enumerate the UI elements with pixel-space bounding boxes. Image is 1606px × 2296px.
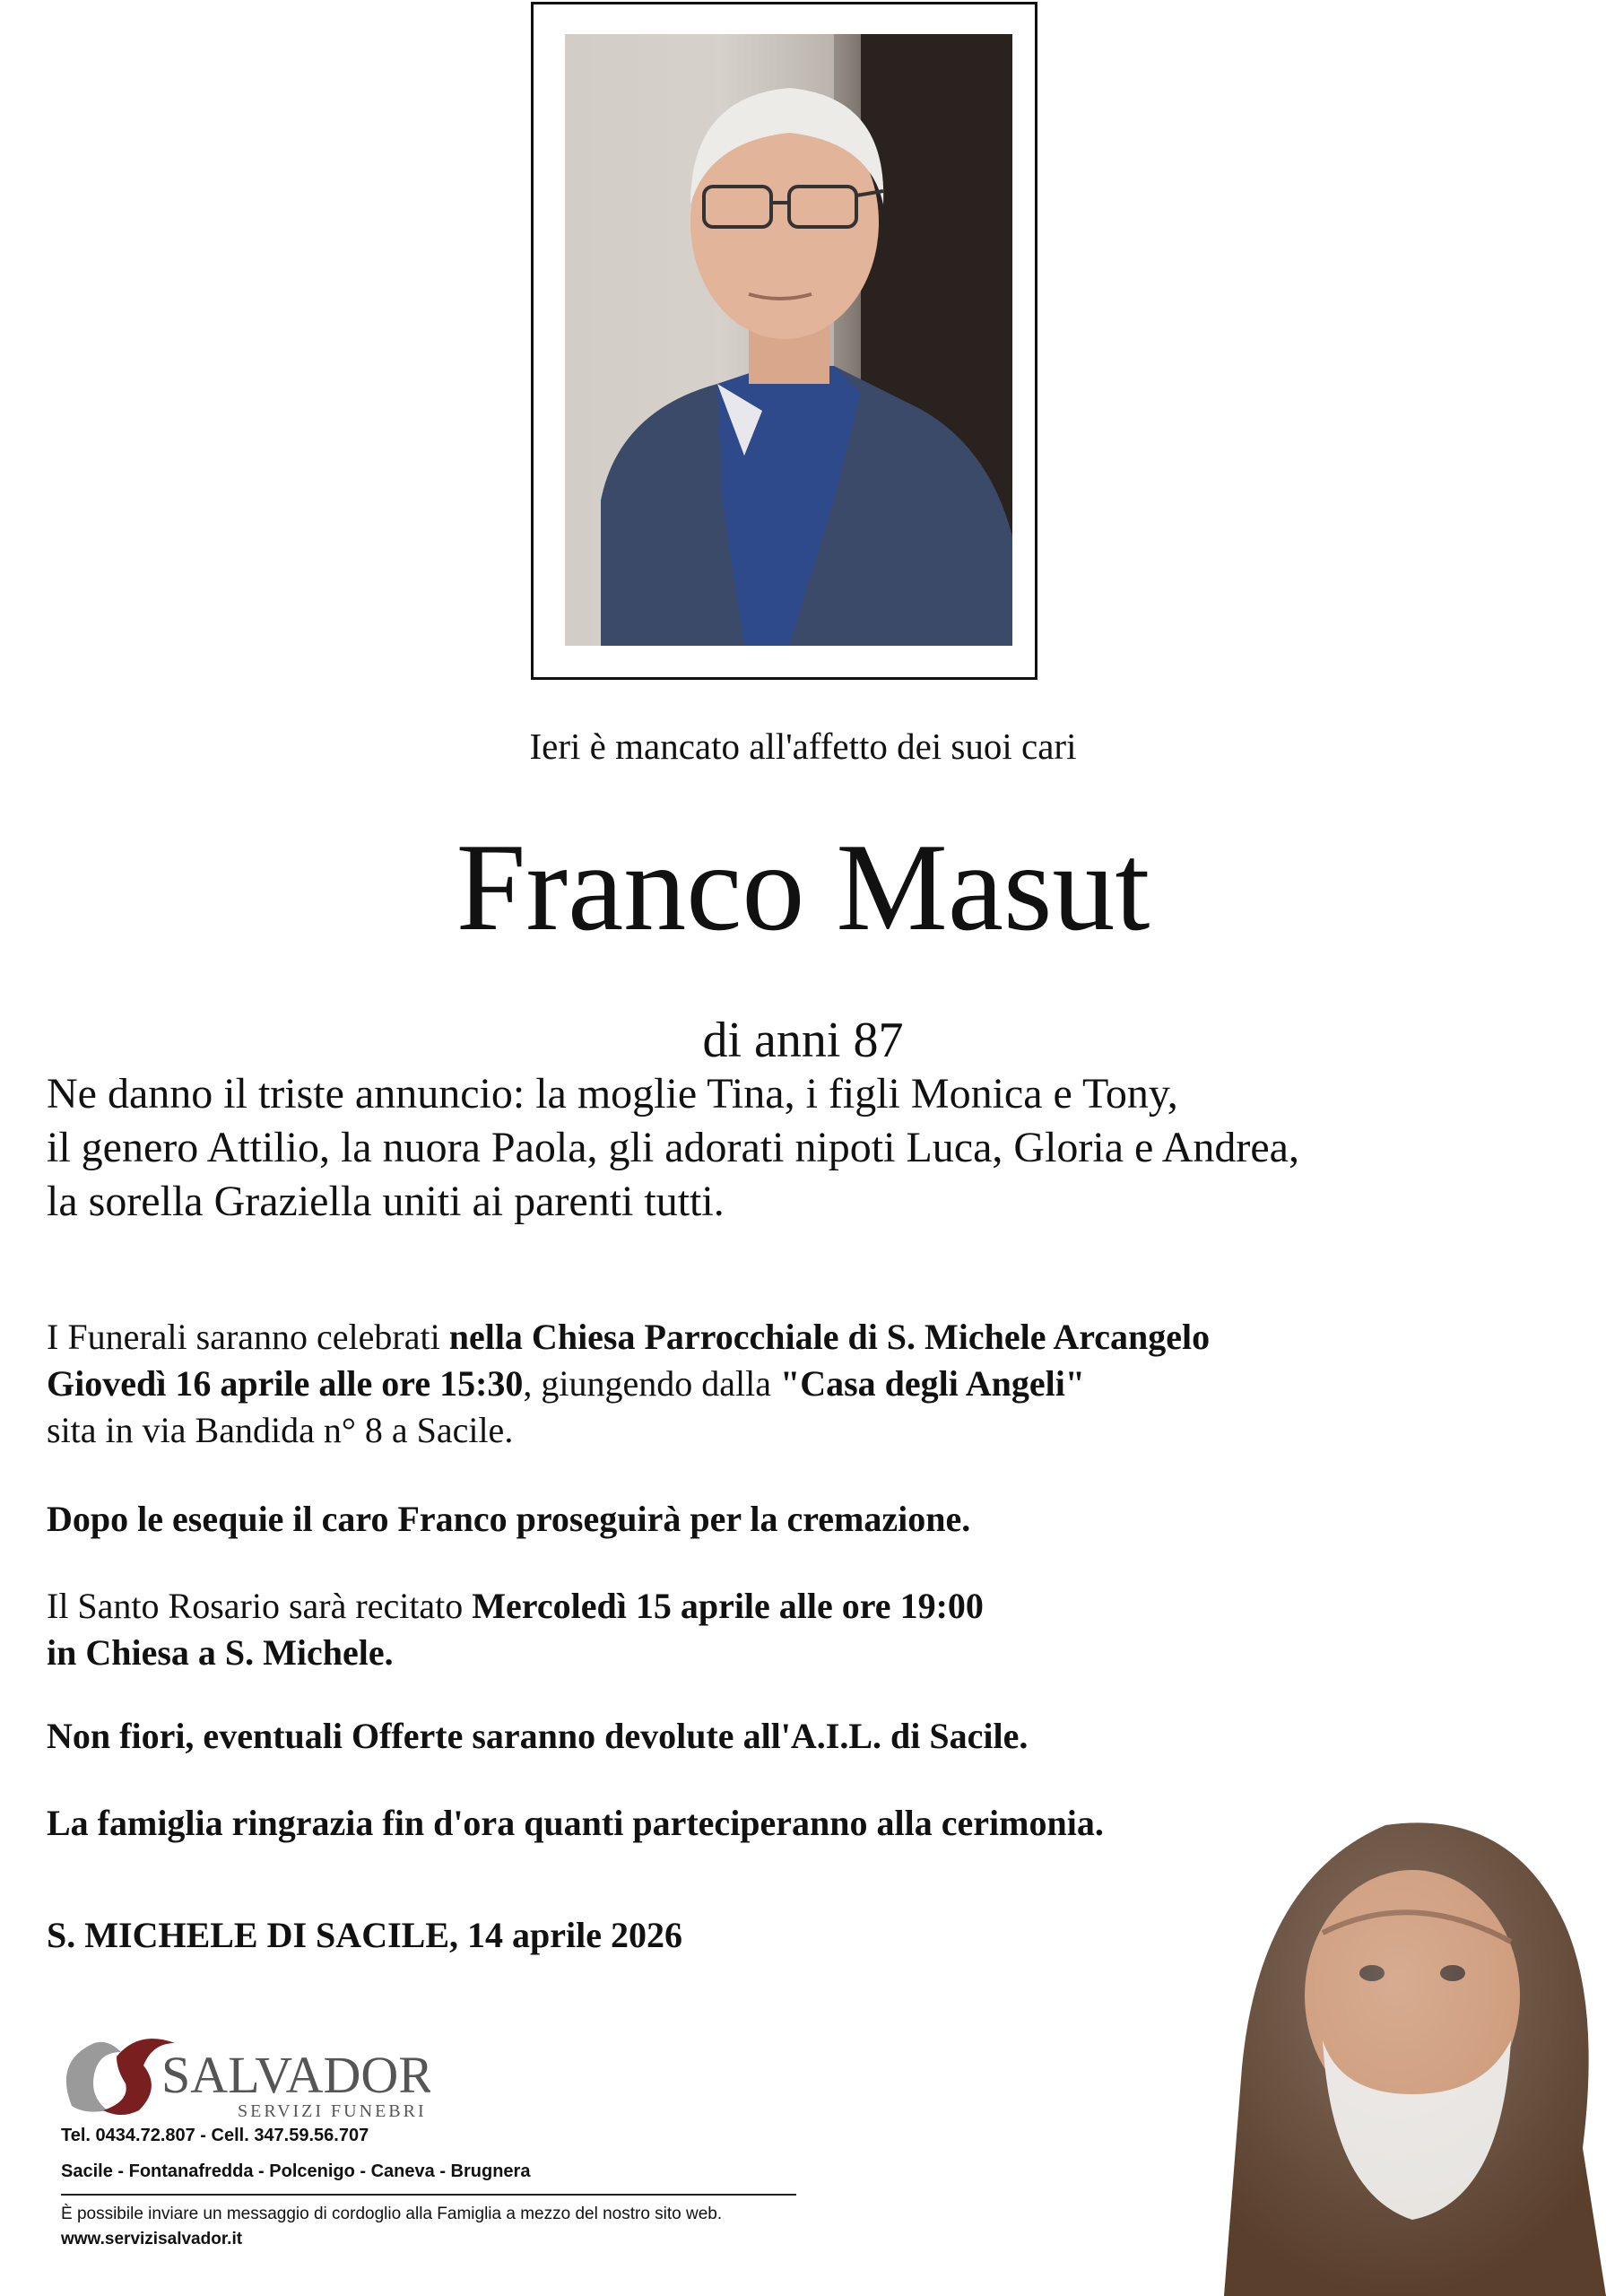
funeral-church: nella Chiesa Parrocchiale di S. Michele Arcangelo: [448, 1317, 1211, 1357]
funeral-origin: "Casa degli Angeli": [780, 1363, 1086, 1404]
salvador-logo: [54, 2025, 430, 2124]
rosary-paragraph: [47, 1583, 984, 1676]
announcement-paragraph: [47, 1067, 1299, 1229]
rosary-datetime: Mercoledì 15 aprile alle ore 19:00: [472, 1586, 984, 1626]
intro-line: Ieri è mancato all'affetto dei suoi cari: [529, 726, 1077, 767]
cremation-note: Dopo le esequie il caro Franco proseguirà per la cremazione.: [47, 1499, 971, 1539]
funeral-paragraph: [47, 1314, 1210, 1454]
portrait-frame: [531, 2, 1037, 680]
funeral-connector: , giungendo dalla: [523, 1363, 781, 1404]
place-date: S. MICHELE DI SACILE, 14 aprile 2026: [47, 1915, 682, 1955]
portrait-illustration: [565, 34, 1012, 646]
website-link[interactable]: www.servizisalvador.it: [61, 2230, 243, 2248]
padre-pio-image: [1188, 1771, 1606, 2296]
rosary-line-1: [47, 1583, 984, 1630]
logo-subtitle: SERVIZI FUNEBRI: [238, 2101, 427, 2121]
announcement-line-1: Ne danno il triste annuncio: la moglie Tina, i figli Monica e Tony,: [47, 1070, 1178, 1118]
funeral-line-2: [47, 1361, 1210, 1407]
flowers-note: Non fiori, eventuali Offerte saranno devolute all'A.I.L. di Sacile.: [47, 1716, 1029, 1756]
announcement-line-2: il genero Attilio, la nuora Paola, gli adorati nipoti Luca, Gloria e Andrea,: [47, 1124, 1299, 1171]
contact-phones: Tel. 0434.72.807 - Cell. 347.59.56.707: [61, 2126, 369, 2145]
funeral-datetime: Giovedì 16 aprile alle ore 15:30: [47, 1363, 524, 1404]
condolence-message: È possibile inviare un messaggio di cordoglio alla Famiglia a mezzo del nostro sito web.: [61, 2205, 723, 2223]
funeral-intro: I Funerali saranno celebrati: [47, 1317, 449, 1357]
rosary-line-2: in Chiesa a S. Michele.: [47, 1632, 394, 1673]
footer-divider: [61, 2194, 796, 2196]
salvador-logo-graphic: [54, 2025, 430, 2124]
padre-pio-illustration: [1188, 1771, 1606, 2296]
service-locations: Sacile - Fontanafredda - Polcenigo - Caneva - Brugnera: [61, 2161, 531, 2181]
rosary-intro: Il Santo Rosario sarà recitato: [47, 1586, 473, 1626]
funeral-line-1: [47, 1314, 1210, 1361]
thanks-note: La famiglia ringrazia fin d'ora quanti parteciperanno alla cerimonia.: [47, 1803, 1104, 1843]
deceased-name: Franco Masut: [456, 818, 1150, 957]
funeral-line-3: sita in via Bandida n° 8 a Sacile.: [47, 1410, 514, 1450]
logo-name: SALVADOR: [161, 2046, 430, 2104]
portrait-photo: [565, 34, 1012, 646]
age-line: di anni 87: [702, 1013, 904, 1068]
announcement-line-3: la sorella Graziella uniti ai parenti tutti.: [47, 1178, 725, 1225]
